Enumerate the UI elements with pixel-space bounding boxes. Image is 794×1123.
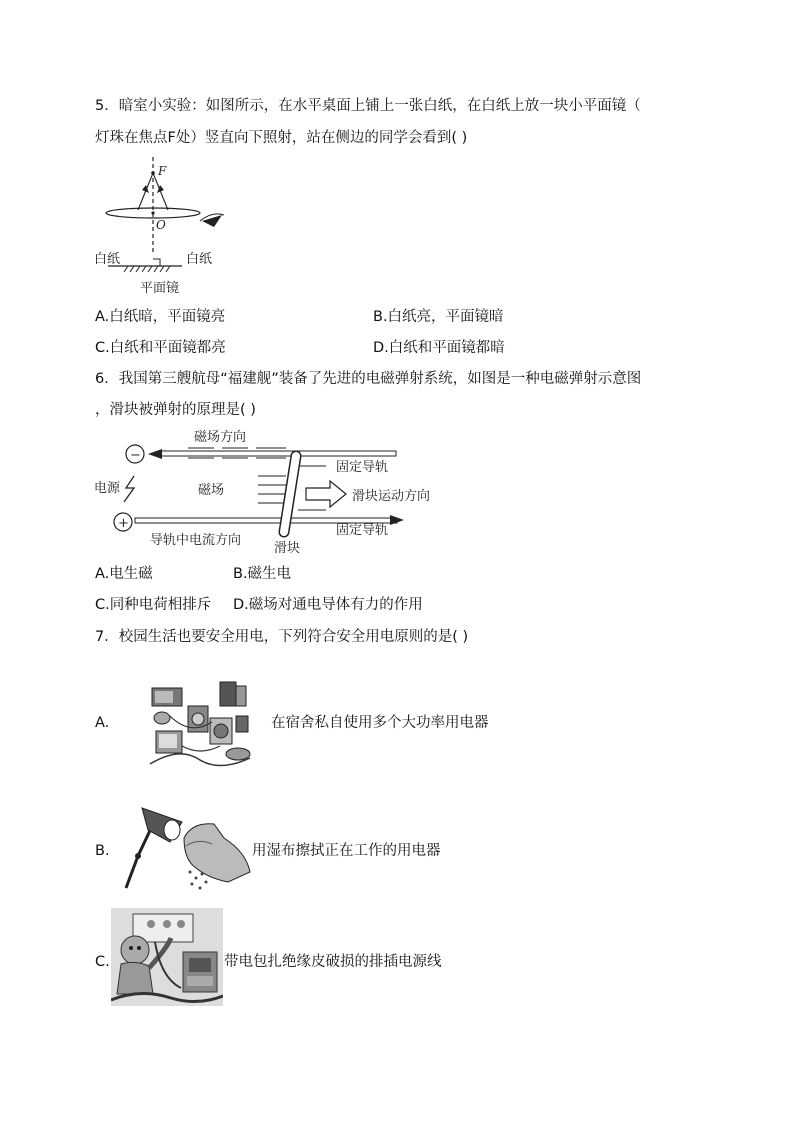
q5-stem-line1: 5．暗室小实验：如图所示，在水平桌面上铺上一张白纸，在白纸上放一块小平面镜（	[95, 98, 641, 114]
q7-option-a-letter[interactable]: A.	[95, 715, 110, 731]
q5-option-a[interactable]: A.白纸暗，平面镜亮	[95, 309, 226, 325]
q5-center-point	[151, 211, 154, 214]
q7-option-b-wet-cloth-lamp-image	[112, 798, 252, 893]
q5-label-mirror: 平面镜	[140, 281, 180, 296]
q5-mirror-hatch	[124, 266, 170, 272]
q6-label-current-dir: 导轨中电流方向	[150, 533, 242, 548]
q6-motion-arrow	[306, 481, 346, 507]
q6-minus-sign: −	[130, 448, 141, 463]
q6-rail-top	[160, 451, 396, 456]
q7-option-a-text[interactable]: 在宿舍私自使用多个大功率用电器	[271, 715, 489, 731]
q5-stem-line2: 灯珠在焦点F处）竖直向下照射，站在侧边的同学会看到( )	[95, 130, 468, 146]
q7-stem: 7．校园生活也要安全用电，下列符合安全用电原则的是( )	[95, 629, 469, 645]
q6-label-slider-dir: 滑块运动方向	[352, 489, 431, 504]
q5-label-paper-right: 白纸	[186, 252, 213, 267]
q5-focus-point	[151, 171, 155, 175]
q6-option-c[interactable]: C.同种电荷相排斥	[95, 597, 212, 613]
q5-right-angle	[153, 259, 160, 266]
q5-option-d[interactable]: D.白纸和平面镜都暗	[373, 340, 505, 356]
q7-option-a-appliances-image	[140, 676, 265, 771]
q6-label-field: 磁场	[198, 483, 225, 498]
q6-plus-sign: +	[118, 516, 129, 531]
q6-option-a[interactable]: A.电生磁	[95, 566, 153, 582]
q6-power-bolt-icon	[124, 476, 134, 502]
q7-option-b-letter[interactable]: B.	[95, 843, 110, 859]
q5-label-paper-left: 白纸	[94, 252, 121, 267]
q6-label-rail-bottom: 固定导轨	[336, 523, 389, 538]
q5-label-O: O	[156, 218, 166, 232]
q6-label-slider: 滑块	[274, 541, 301, 556]
q6-label-rail-top: 固定导轨	[336, 460, 389, 475]
q5-eye-icon	[202, 215, 222, 227]
q6-figure-electromagnetic-catapult	[90, 428, 450, 558]
q6-label-field-dir: 磁场方向	[194, 430, 247, 445]
q6-label-power: 电源	[94, 481, 121, 496]
q5-label-F: F	[158, 164, 167, 178]
q6-option-d[interactable]: D.磁场对通电导体有力的作用	[233, 597, 423, 613]
q6-stem-line2: ，滑块被弹射的原理是( )	[95, 402, 256, 418]
q7-option-b-text[interactable]: 用湿布擦拭正在工作的用电器	[252, 843, 441, 859]
q6-stem-line1: 6．我国第三艘航母“福建舰”装备了先进的电磁弹射系统，如图是一种电磁弹射示意图	[95, 371, 642, 387]
q5-option-c[interactable]: C.白纸和平面镜都亮	[95, 340, 226, 356]
q7-option-c-letter[interactable]: C.	[95, 954, 110, 970]
q6-rail-top-arrow	[148, 449, 162, 459]
q7-option-c-taping-power-strip-image	[111, 908, 223, 1006]
q7-option-c-text[interactable]: 带电包扎绝缘皮破损的排插电源线	[224, 954, 442, 970]
q5-option-b[interactable]: B.白纸亮，平面镜暗	[373, 309, 504, 325]
q5-figure-mirror-diagram	[90, 155, 250, 300]
q6-option-b[interactable]: B.磁生电	[233, 566, 292, 582]
